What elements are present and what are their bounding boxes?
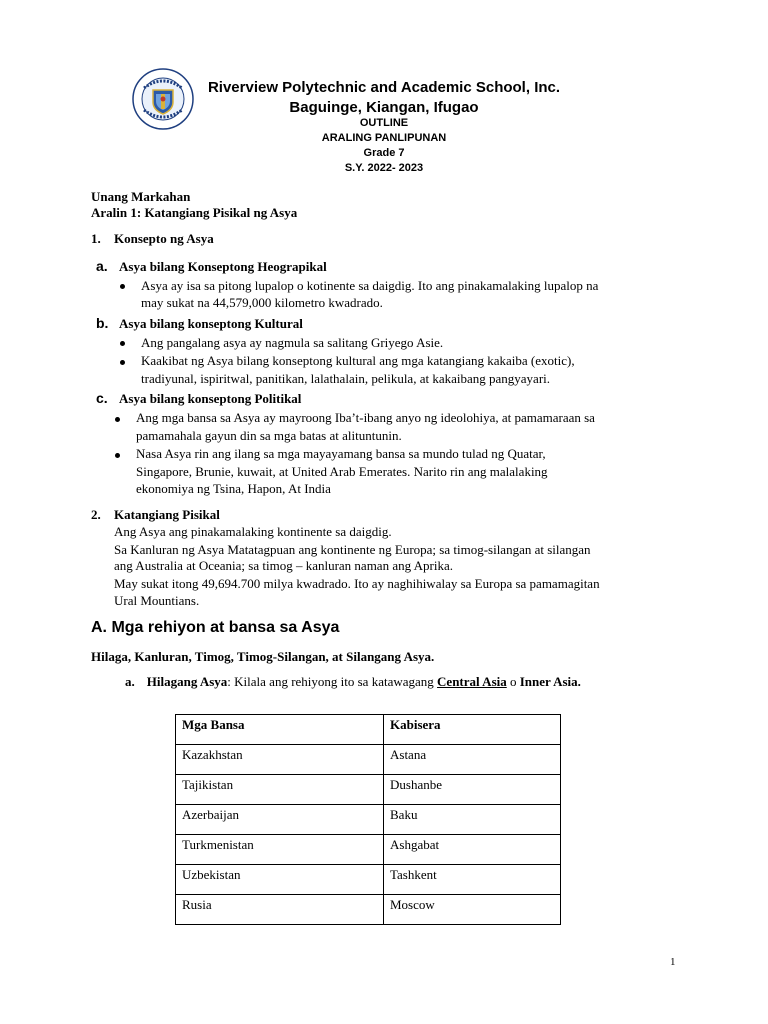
table-cell: Baku xyxy=(384,805,561,835)
table-cell: Dushanbe xyxy=(384,775,561,805)
countries-table xyxy=(175,714,561,925)
table-cell: Tajikistan xyxy=(176,775,384,805)
table-row xyxy=(176,805,561,835)
regions-heading: A. Mga rehiyon at bansa sa Asya xyxy=(91,619,340,636)
school-name: Riverview Polytechnic and Academic School, Inc. xyxy=(207,79,561,96)
bullet xyxy=(120,284,125,289)
school-location: Baguinge, Kiangan, Ifugao xyxy=(289,99,479,116)
section2-number: 2. xyxy=(91,507,101,522)
doc-type: OUTLINE xyxy=(359,117,409,129)
sub-b-bullet2-line2: tradiyunal, ispiritwal, panitikan, lalathalain, pelikula, at kakaibang pangyayari. xyxy=(141,371,551,386)
item-a-underlined: Central Asia xyxy=(437,674,507,689)
table-row xyxy=(176,835,561,865)
sub-c-bullet2-line3: ekonomiya ng Tsina, Hapon, At India xyxy=(136,481,331,496)
column-header: Kabisera xyxy=(384,715,561,745)
item-a-line xyxy=(125,674,581,690)
table-row xyxy=(176,865,561,895)
sub-b-bullet1-line1: Ang pangalang asya ay nagmula sa salitang Griyego Asie. xyxy=(141,335,444,350)
section1-title: Konsepto ng Asya xyxy=(114,231,214,246)
sub-c-bullet2-line1: Nasa Asya rin ang ilang sa mga mayayamang bansa sa mundo tulad ng Quatar, xyxy=(136,446,546,461)
column-header: Mga Bansa xyxy=(176,715,384,745)
sub-b-bullet2-line1: Kaakibat ng Asya bilang konseptong kultural ang mga katangiang kakaiba (exotic), xyxy=(141,353,575,368)
table-header-row xyxy=(176,715,561,745)
section2-line2: Sa Kanluran ng Asya Matatagpuan ang kontinente ng Europa; sa timog-silangan at silangan xyxy=(114,542,591,557)
sub-a-letter: a. xyxy=(96,258,108,274)
table-cell: Azerbaijan xyxy=(176,805,384,835)
bullet xyxy=(115,417,120,422)
bullet xyxy=(120,341,125,346)
table-row xyxy=(176,895,561,925)
item-a-or: o xyxy=(506,674,520,689)
table-cell: Turkmenistan xyxy=(176,835,384,865)
section2-line5: Ural Mountians. xyxy=(114,593,200,608)
table-cell: Tashkent xyxy=(384,865,561,895)
sub-b-letter: b. xyxy=(96,315,109,331)
section2-line4: May sukat itong 49,694.700 milya kwadrado. Ito ay naghihiwalay sa Europa sa pamamagitan xyxy=(114,576,600,591)
sub-a-title: Asya bilang Konseptong Heograpikal xyxy=(119,259,327,274)
table-cell: Ashgabat xyxy=(384,835,561,865)
sub-c-title: Asya bilang konseptong Politikal xyxy=(119,391,302,406)
grade: Grade 7 xyxy=(363,147,405,159)
section2-title: Katangiang Pisikal xyxy=(114,507,220,522)
sub-a-bullet1-line1: Asya ay isa sa pitong lupalop o kotinente sa daigdig. Ito ang pinakamalaking lupalop na xyxy=(141,278,599,293)
lesson-title: Aralin 1: Katangiang Pisikal ng Asya xyxy=(91,205,298,220)
quarter-title: Unang Markahan xyxy=(91,189,191,204)
subject: ARALING PANLIPUNAN xyxy=(321,132,447,144)
sub-c-letter: c. xyxy=(96,390,108,406)
bullet xyxy=(120,360,125,365)
school-year: S.Y. 2022- 2023 xyxy=(344,162,424,174)
table-row xyxy=(176,745,561,775)
sub-a-bullet1-line2: may sukat na 44,579,000 kilometro kwadrado. xyxy=(141,295,383,310)
regions-list: Hilaga, Kanluran, Timog, Timog-Silangan, at Silangang Asya. xyxy=(91,649,435,664)
table-cell: Moscow xyxy=(384,895,561,925)
page-number: 1 xyxy=(670,956,676,968)
sub-c-bullet2-line2: Singapore, Brunie, kuwait, at United Arab Emerates. Narito rin ang malalaking xyxy=(136,464,548,479)
item-a-end: Inner Asia. xyxy=(519,674,581,689)
table-cell: Kazakhstan xyxy=(176,745,384,775)
section1-number: 1. xyxy=(91,231,101,246)
bullet xyxy=(115,453,120,458)
table-cell: Astana xyxy=(384,745,561,775)
item-a-term: Hilagang Asya xyxy=(146,674,228,689)
sub-c-bullet1-line2: pamamahala gayun din sa mga batas at alituntunin. xyxy=(136,428,402,443)
sub-b-title: Asya bilang konseptong Kultural xyxy=(119,316,303,331)
sub-c-bullet1-line1: Ang mga bansa sa Asya ay mayroong Iba’t-ibang anyo ng ideolohiya, at pamamaraan sa xyxy=(136,410,595,425)
table-cell: Uzbekistan xyxy=(176,865,384,895)
section2-line1: Ang Asya ang pinakamalaking kontinente sa daigdig. xyxy=(114,524,392,539)
table-row xyxy=(176,775,561,805)
section2-line3: ang Australia at Oceania; sa timog – kanluran naman ang Aprika. xyxy=(114,558,453,573)
table-cell: Rusia xyxy=(176,895,384,925)
item-a-text: : Kilala ang rehiyong ito sa katawagang xyxy=(227,674,438,689)
item-a-letter: a. xyxy=(125,674,135,689)
